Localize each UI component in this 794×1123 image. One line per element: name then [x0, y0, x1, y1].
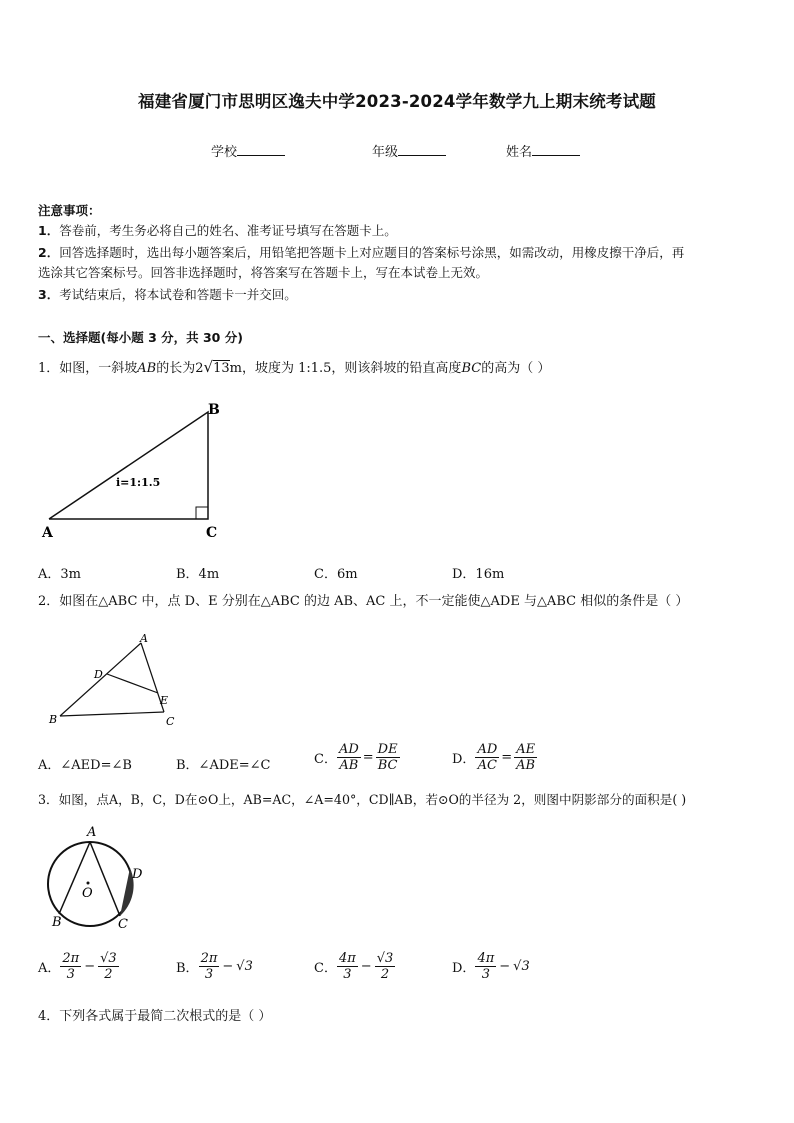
question-4: 4．下列各式属于最简二次根式的是（ ）	[38, 1009, 272, 1024]
fraction: $\frac{√3}{2}$	[376, 951, 394, 982]
slope-ratio-label: i=1:1.5	[116, 476, 161, 489]
q3-option-c[interactable]: C． $\frac{4\pi}{3}$ − $\frac{√3}{2}$	[314, 951, 394, 982]
q3-option-a[interactable]: A． $\frac{2\pi}{3}$ − $\frac{√3}{2}$	[38, 951, 117, 982]
fraction: $\frac{2\pi}{3}$	[62, 951, 80, 982]
exam-title: 福建省厦门市思明区逸夫中学2023-2024学年数学九上期末统考试题	[138, 92, 656, 111]
q2-option-c[interactable]: C． $\frac{AD}{AB}$ = $\frac{DE}{BC}$	[314, 742, 398, 773]
q2-option-d[interactable]: D． $\frac{AD}{AC}$ = $\frac{AE}{AB}$	[452, 742, 536, 773]
school-label: 学校	[211, 145, 238, 160]
chord-AB	[59, 842, 90, 914]
section-heading: 一、选择题(每小题 3 分，共 30 分)	[38, 330, 243, 345]
fraction: $\frac{2\pi}{3}$	[200, 951, 218, 982]
q1-option-d[interactable]: D．16m	[452, 567, 505, 582]
fraction: $\frac{AE}{AB}$	[516, 742, 536, 773]
q2-option-a[interactable]: A．∠AED=∠B	[38, 758, 132, 773]
note-3: 3．考试结束后，将本试卷和答题卡一并交回。	[38, 287, 297, 302]
grade-label: 年级	[372, 145, 399, 160]
question-2: 2．如图在△ABC 中，点 D、E 分别在△ABC 的边 AB、AC 上，不一定能使△ADE 与△ABC 相似的条件是（ ）	[38, 594, 689, 609]
q3-option-b[interactable]: B． $\frac{2\pi}{3}$ − √3	[176, 951, 253, 982]
center-point	[87, 882, 90, 885]
school-field[interactable]	[211, 141, 285, 160]
notes-heading: 注意事项：	[38, 203, 101, 218]
fraction: $\frac{AD}{AB}$	[338, 742, 359, 773]
q2-option-b[interactable]: B．∠ADE=∠C	[176, 758, 271, 773]
q1-option-c[interactable]: C．6m	[314, 567, 358, 582]
label-B: B	[208, 402, 220, 418]
sqrt-expression: 2√13	[195, 358, 230, 376]
triangle-figure	[40, 628, 190, 733]
chord-AC	[90, 842, 120, 916]
school-blank[interactable]	[237, 143, 285, 156]
label-D: D	[132, 867, 143, 882]
note-1: 1．答卷前，考生务必将自己的姓名、准考证号填写在答题卡上。	[38, 223, 397, 238]
q1-option-b[interactable]: B．4m	[176, 567, 220, 582]
circle-figure	[40, 820, 160, 935]
label-E: E	[160, 694, 169, 707]
fraction: $\frac{4\pi}{3}$	[477, 951, 495, 982]
name-field[interactable]	[506, 141, 580, 160]
right-angle-mark	[196, 507, 208, 519]
label-C: C	[206, 525, 218, 541]
side-BC	[60, 712, 164, 716]
name-blank[interactable]	[532, 143, 580, 156]
fraction: $\frac{4\pi}{3}$	[338, 951, 356, 982]
label-C: C	[118, 917, 128, 932]
fraction: $\frac{AD}{AC}$	[477, 742, 498, 773]
slope-triangle	[49, 412, 208, 519]
fraction: $\frac{DE}{BC}$	[377, 742, 398, 773]
note-2-cont: 选涂其它答案标号。回答非选择题时，将答案写在答题卡上，写在本试卷上无效。	[38, 265, 489, 280]
q3-option-d[interactable]: D． $\frac{4\pi}{3}$ − √3	[452, 951, 530, 982]
grade-blank[interactable]	[398, 143, 446, 156]
label-A: A	[87, 825, 97, 840]
label-O: O	[82, 886, 93, 901]
label-A: A	[140, 632, 148, 645]
slope-figure	[36, 396, 236, 546]
label-A: A	[42, 525, 53, 541]
label-B: B	[49, 713, 58, 726]
question-3: 3．如图，点A，B，C，D在⊙O上，AB=AC，∠A=40°，CD∥AB，若⊙O的半径为 2，则图中阴影部分的面积是( )	[38, 792, 687, 807]
segment-DE	[107, 674, 158, 693]
q1-option-a[interactable]: A．3m	[38, 567, 81, 582]
label-D: D	[94, 668, 103, 681]
grade-field[interactable]	[372, 141, 446, 160]
fraction: $\frac{√3}{2}$	[100, 951, 117, 982]
question-1: 1．如图，一斜坡AB的长为2√13m，坡度为 1:1.5，则该斜坡的铅直高度BC的高为（ ）	[38, 358, 551, 376]
name-label: 姓名	[506, 145, 533, 160]
label-C: C	[166, 715, 175, 728]
label-B: B	[52, 915, 62, 930]
note-2: 2．回答选择题时，选出每小题答案后，用铅笔把答题卡上对应题目的答案标号涂黑，如需改动，用橡皮擦干净后，再	[38, 245, 685, 260]
